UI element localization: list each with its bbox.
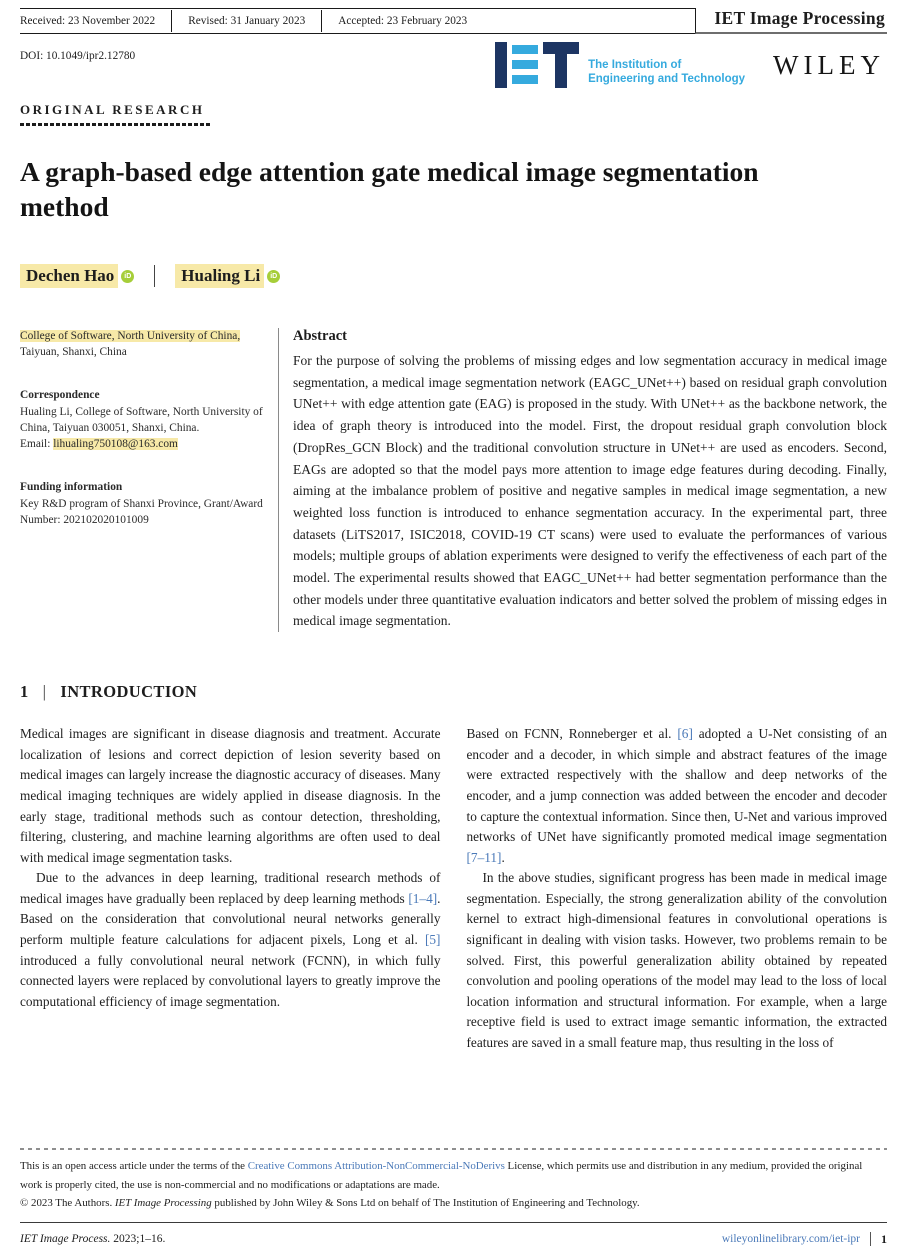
page-number: 1 <box>881 1231 887 1246</box>
footer-bottom-row <box>20 1232 887 1247</box>
affiliation-line1: College of Software, North University of China, <box>20 330 241 342</box>
paragraph: Based on FCNN, Ronneberger et al. [6] adopted a U-Net consisting of an encoder and a decoder, in which simple and abstract features of the image were extracted respectively with the shallow and deep networks of the encoder, and a jump connection was added between the encoder and decoder to capture the contextual information. Since then, U-Net and various improved networks of UNet have significantly promoted medical image segmentation [7–11]. <box>466 726 887 865</box>
author-name[interactable]: Hualing Li <box>175 264 264 288</box>
section-title: INTRODUCTION <box>60 682 198 702</box>
iet-logo-icon <box>495 42 579 88</box>
correspondence-block <box>20 387 268 453</box>
correspondence-heading: Correspondence <box>20 388 100 401</box>
revised-date: Revised: 31 January 2023 <box>171 10 321 32</box>
orcid-icon[interactable]: iD <box>121 270 134 283</box>
paragraph: Due to the advances in deep learning, traditional research methods of medical images have gradually been replaced by deep learning methods [1–4]. Based on the consideration that convolutional neural networks generally perform multiple feature calculations for adjacent pixels, Long et al. [5] introduced a fully convolutional neural network (FCNN), in which fully connected layers were replaced by convolutional layers to greatly improve the computational efficiency of image segmentation. <box>20 870 441 1009</box>
copyright-text: © 2023 The Authors. IET Image Processing published by John Wiley & Sons Ltd on behalf of The Institution of Engineering and Technology. <box>20 1197 640 1209</box>
author-list <box>20 264 887 288</box>
body-column-right <box>467 724 888 1054</box>
license-text: This is an open access article under the terms of the Creative Commons Attribution-NonCommercial-NoDerivs License, which permits use and distribution in any medium, provided the original work is properly cited, the use is non-commercial and no modifications or adaptations are made. <box>20 1160 863 1191</box>
email-link[interactable]: lihualing750108@163.com <box>53 438 178 451</box>
author-name[interactable]: Dechen Hao <box>20 264 118 288</box>
abstract-text: For the purpose of solving the problems of missing edges and low segmentation accuracy in medical image segmentation, a medical image segmentation network (EAGC_UNet++) based on residual graph convolution UNet++ with edge attention gate (EAG) is proposed in the study. With UNet++ as the backbone network, the idea of graph theory is introduced into the model. First, the dropout residual graph convolution block (DropRes_GCN Block) and the traditional convolution structure in UNet++ are used as encoders. Second, EAGs are adopted so that the model pays more attention to image edge features during decoding. Finally, aiming at the imbalance problem of positive and negative samples in medical image segmentation, a new weighted loss function is introduced to enhance segmentation accuracy. In the experimental part, three datasets (LiTS2017, ISIC2018, COVID-19 CT scans) were used to evaluate the performances of various models; multiple groups of ablation experiments were designed to verify the effectiveness of each part of the model. The experimental results showed that EAGC_UNet++ had better segmentation performance than the other models under three quantitative evaluation indicators and better solved the problem of missing edges in medical image segmentation. <box>293 353 887 629</box>
journal-website-link[interactable]: wileyonlinelibrary.com/iet-ipr <box>721 1233 860 1245</box>
iet-logo <box>495 42 745 88</box>
paragraph: In the above studies, significant progress has been made in medical image segmentation. Especially, the strong generalization ability of the convolution kernel to extract high-dimensional features in convolutional operations is significant in dealing with vision tasks. However, two problems remain to be solved. First, this powerful generalization ability obtained by repeated convolution and pooling operations of the model may lead to the loss of local location information and structural information. For example, when a large receptive field is used to extract image semantic information, the extracted features are saved in a small feature map, thus resulting in the loss of <box>466 870 887 1051</box>
author-hualing-li <box>175 264 280 288</box>
affiliation-line2: Taiyuan, Shanxi, China <box>20 346 127 359</box>
paragraph: Medical images are significant in disease diagnosis and treatment. Accurate localization of lesions and correct depiction of lesion severity based on medical images can largely increase the diagnostic accuracy of diseases. Many medical imaging techniques are widely applied in disease diagnosis. In the early stage, traditional methods such as contour detection, thresholding, filtering, clustering, and machine learning algorithms are often used to deal with medical image segmentation tasks. <box>20 726 441 865</box>
abstract-heading: Abstract <box>293 328 347 344</box>
received-date: Received: 23 November 2022 <box>20 15 156 27</box>
affiliation <box>20 328 268 361</box>
creative-commons-license-link[interactable]: Creative Commons Attribution-NonCommercial-NoDerivs <box>247 1160 505 1172</box>
section-separator: | <box>42 682 47 702</box>
section-1-heading <box>20 682 887 702</box>
author-dechen-hao <box>20 264 134 288</box>
email-line <box>20 436 268 452</box>
iet-logo-text: The Institution of Engineering and Technology <box>588 59 746 85</box>
journal-citation: IET Image Process. 2023;1–16. <box>20 1233 166 1245</box>
article-type-rule <box>20 123 212 126</box>
article-history <box>20 8 695 34</box>
header-bar <box>20 8 887 34</box>
citation-link-7-11[interactable]: [7–11] <box>466 849 502 865</box>
doi-text: DOI: 10.1049/ipr2.12780 <box>20 50 136 62</box>
funding-heading: Funding information <box>20 480 123 493</box>
abstract-section <box>279 328 887 632</box>
article-type-label: ORIGINAL RESEARCH <box>20 102 205 117</box>
info-abstract-section <box>20 328 887 632</box>
footer-right <box>722 1232 887 1247</box>
correspondence-text: Hualing Li, College of Software, North University of China, Taiyuan 030051, Shanxi, China. <box>20 405 263 435</box>
brand-block <box>495 42 887 88</box>
funding-block <box>20 479 268 529</box>
citation-link-1-4[interactable]: [1–4] <box>408 890 438 906</box>
orcid-icon[interactable]: iD <box>267 270 280 283</box>
wiley-logo: WILEY <box>773 49 885 80</box>
journal-name: IET Image Processing <box>695 8 887 34</box>
page-number-divider <box>870 1232 871 1246</box>
doi-brand-row <box>20 42 887 88</box>
body-columns <box>20 724 887 1054</box>
footer-dashed-rule <box>20 1148 887 1150</box>
section-number: 1 <box>20 682 29 702</box>
footer-rule <box>20 1222 887 1223</box>
accepted-date: Accepted: 23 February 2023 <box>321 10 483 32</box>
citation-link-6[interactable]: [6] <box>677 726 693 742</box>
funding-text: Key R&D program of Shanxi Province, Grant/Award Number: 202102020101009 <box>20 498 263 527</box>
page-footer <box>20 1148 887 1247</box>
article-title: A graph-based edge attention gate medical image segmentation method <box>20 156 759 222</box>
body-column-left <box>20 724 441 1054</box>
email-label: Email: <box>20 438 54 451</box>
citation-link-5[interactable]: [5] <box>424 932 441 948</box>
author-divider <box>154 265 155 287</box>
side-info-column <box>20 328 278 632</box>
